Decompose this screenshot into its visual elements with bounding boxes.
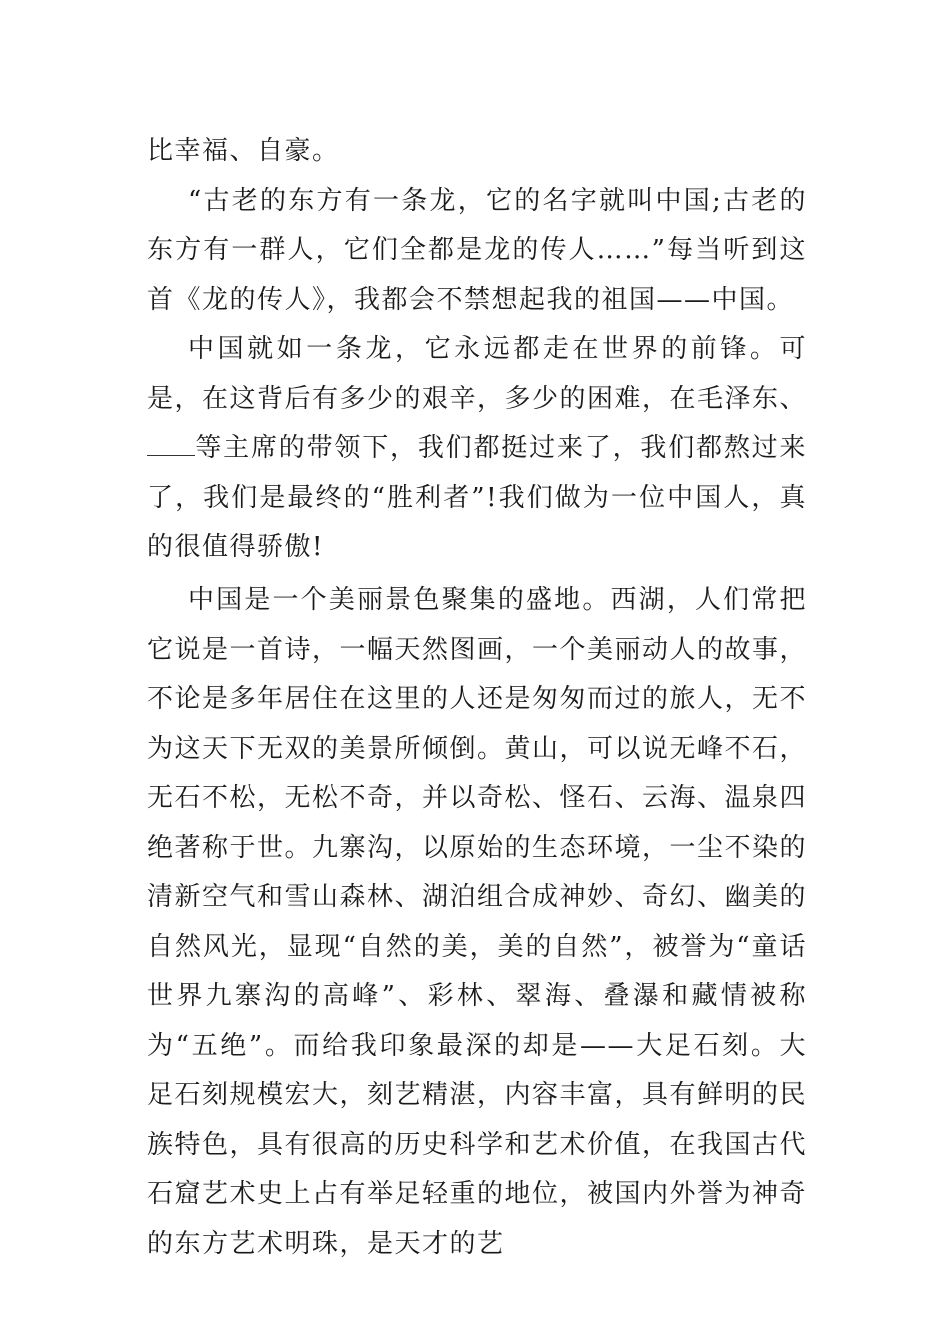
paragraph-text-after-blank: 等主席的带领下，我们都挺过来了，我们都熬过来了，我们是最终的“胜利者”!我们做为一位中国人，真的很值得骄傲! — [147, 433, 807, 562]
essay-section-2 — [147, 576, 807, 1269]
paragraph-scenery: 中国是一个美丽景色聚集的盛地。西湖，人们常把它说是一首诗，一幅天然图画，一个美丽动人的故事，不论是多年居住在这里的人还是匆匆而过的旅人，无不为这天下无双的美景所倾倒。黄山，可以说无峰不石，无石不松，无松不奇，并以奇松、怪石、云海、温泉四绝著称于世。九寨沟，以原始的生态环境，一尘不染的清新空气和雪山森林、湖泊组合成神妙、奇幻、幽美的自然风光，显现“自然的美，美的自然”，被誉为“童话世界九寨沟的高峰”、彩林、翠海、叠瀑和藏情被称为“五绝”。而给我印象最深的却是——大足石刻。大足石刻规模宏大，刻艺精湛，内容丰富，具有鲜明的民族特色，具有很高的历史科学和艺术价值，在我国古代石窟艺术史上占有举足轻重的地位，被国内外誉为神奇的东方艺术明珠，是天才的艺 — [147, 585, 808, 1259]
paragraph-continuation: 比幸福、自豪。 — [147, 136, 340, 166]
essay-section-1 — [147, 127, 807, 573]
paragraph-china-dragon — [147, 325, 807, 573]
paragraph-text-before-blank: 中国就如一条龙，它永远都走在世界的前锋。可是，在这背后有多少的艰辛，多少的困难，在毛泽东、 — [147, 334, 808, 414]
fill-in-blank — [147, 435, 195, 456]
paragraph-dragon-song: “古老的东方有一条龙，它的名字就叫中国;古老的东方有一群人，它们全都是龙的传人……”每当听到这首《龙的传人》，我都会不禁想起我的祖国——中国。 — [147, 185, 807, 315]
